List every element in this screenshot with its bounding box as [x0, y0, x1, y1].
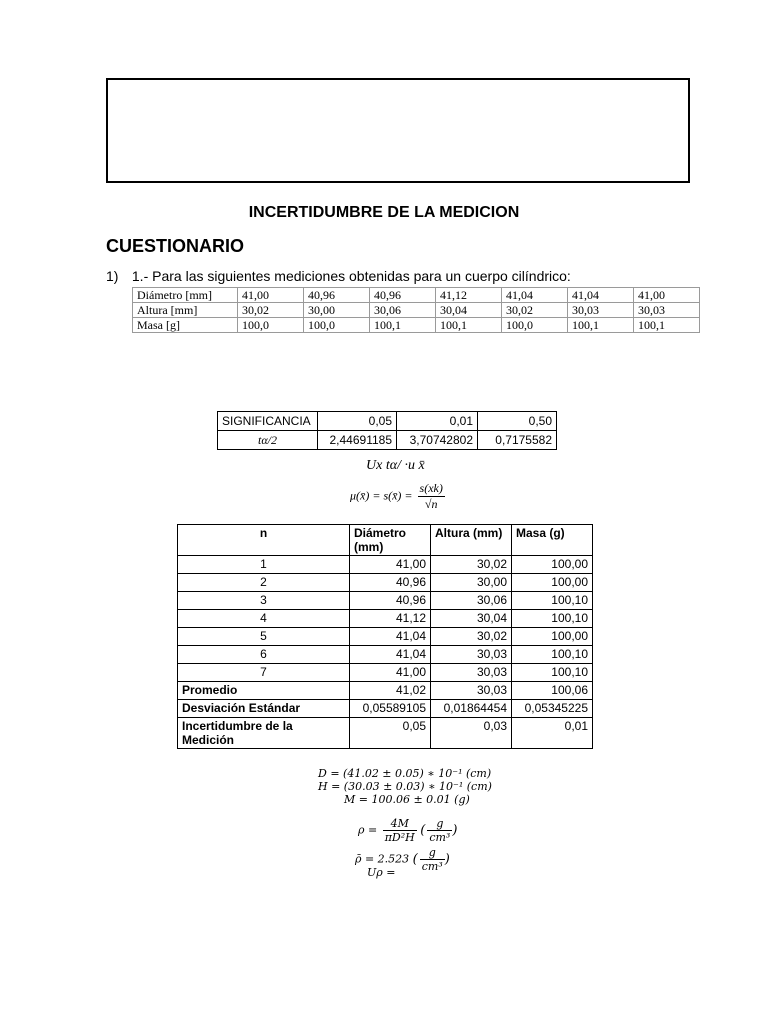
table-cell: 0,05	[350, 718, 431, 749]
table-cell: 30,04	[436, 303, 502, 318]
table-cell: 0,7175582	[478, 431, 557, 450]
table-row	[178, 574, 593, 592]
table-cell: 100,1	[370, 318, 436, 333]
table-cell: 30,02	[431, 556, 512, 574]
denominator: cm³	[429, 831, 451, 844]
table-row	[218, 431, 557, 450]
table-cell: 5	[178, 628, 350, 646]
table-cell: 0,01	[397, 412, 478, 431]
table-cell: 41,04	[502, 288, 568, 303]
question-1	[106, 268, 571, 284]
table-row	[178, 646, 593, 664]
table-cell: 30,02	[238, 303, 304, 318]
table-cell: 41,04	[350, 628, 431, 646]
table-row	[178, 556, 593, 574]
summary-label: Promedio	[178, 682, 350, 700]
unit-fraction	[420, 846, 445, 873]
table-cell: 30,04	[431, 610, 512, 628]
table-cell: 30,00	[304, 303, 370, 318]
table-cell: 100,00	[512, 556, 593, 574]
denominator: πD²H	[384, 831, 415, 844]
table-cell: 100,10	[512, 646, 593, 664]
table-cell: 0,05345225	[512, 700, 593, 718]
mass-equation: M = 100.06 ± 0.01 (g)	[344, 793, 470, 806]
summary-label: Incertidumbre de la Medición	[178, 718, 350, 749]
table-cell: 30,02	[431, 628, 512, 646]
summary-row-std-dev	[178, 700, 593, 718]
table-cell: 30,03	[568, 303, 634, 318]
table-cell: 30,06	[370, 303, 436, 318]
table-cell: 2,44691185	[318, 431, 397, 450]
table-cell: 0,05589105	[350, 700, 431, 718]
table-cell: 30,06	[431, 592, 512, 610]
table-row	[133, 288, 700, 303]
table-cell: 30,02	[502, 303, 568, 318]
row-label: SIGNIFICANCIA	[218, 412, 318, 431]
table-cell: 0,03	[431, 718, 512, 749]
table-cell: 41,04	[568, 288, 634, 303]
density-value: ρ̄ = 2.523	[355, 852, 410, 866]
table-row	[133, 318, 700, 333]
table-row	[178, 628, 593, 646]
formula-left: μ(x̄) = s(x̄) =	[350, 488, 413, 503]
table-cell: 41,04	[350, 646, 431, 664]
column-header: Diámetro (mm)	[350, 525, 431, 556]
table-cell: 40,96	[350, 592, 431, 610]
section-heading: CUESTIONARIO	[106, 236, 245, 256]
table-row	[178, 610, 593, 628]
table-cell: 100,0	[502, 318, 568, 333]
table-cell: 40,96	[304, 288, 370, 303]
numerator: 4M	[383, 817, 417, 831]
table-cell: 0,05	[318, 412, 397, 431]
column-header: n	[178, 525, 350, 556]
uncertainty-formula: Ux tα/ ·u x̄	[366, 458, 425, 473]
row-label: Masa [g]	[133, 318, 238, 333]
table-cell: 40,96	[350, 574, 431, 592]
numerator: s(xk)	[419, 481, 443, 495]
table-cell: 41,12	[436, 288, 502, 303]
table-row	[178, 592, 593, 610]
density-formula: ρ = $\frac{4M}{\text{πD²H}}$ ( $\frac{g}{\text{cm³}}$ )	[358, 817, 458, 844]
table-cell: 100,0	[238, 318, 304, 333]
table-cell: 2	[178, 574, 350, 592]
row-label: Altura [mm]	[133, 303, 238, 318]
table-cell: 30,03	[431, 664, 512, 682]
table-cell: 0,01	[512, 718, 593, 749]
density-left: ρ =	[358, 823, 378, 837]
table-cell: 4	[178, 610, 350, 628]
question-number: 1)	[106, 268, 119, 284]
std-error-formula	[350, 481, 445, 512]
numerator: g	[427, 817, 452, 831]
row-label: Diámetro [mm]	[133, 288, 238, 303]
column-header: Masa (g)	[512, 525, 593, 556]
table-cell: 30,00	[431, 574, 512, 592]
table-cell: 0,50	[478, 412, 557, 431]
row-label: tα/2	[218, 431, 318, 450]
column-header: Altura (mm)	[431, 525, 512, 556]
table-cell: 41,00	[350, 664, 431, 682]
measurements-table	[132, 287, 700, 333]
significance-table	[217, 411, 557, 450]
summary-row-uncertainty	[178, 718, 593, 749]
table-cell: 100,00	[512, 628, 593, 646]
table-cell: 41,12	[350, 610, 431, 628]
table-cell: 6	[178, 646, 350, 664]
table-cell: 41,00	[634, 288, 700, 303]
table-cell: 3	[178, 592, 350, 610]
table-header-row	[178, 525, 593, 556]
table-cell: 100,10	[512, 592, 593, 610]
table-row	[178, 664, 593, 682]
diameter-equation: D = (41.02 ± 0.05) ∗ 10⁻¹ (cm)	[318, 767, 492, 780]
table-cell: 30,03	[431, 646, 512, 664]
denominator: cm³	[421, 860, 443, 873]
results-table	[177, 524, 593, 749]
fraction	[418, 481, 445, 512]
table-cell: 30,03	[634, 303, 700, 318]
table-row	[218, 412, 557, 431]
table-cell: 41,00	[238, 288, 304, 303]
density-uncertainty: Uρ =	[367, 866, 396, 879]
header-box	[106, 78, 690, 183]
summary-row-average	[178, 682, 593, 700]
height-equation: H = (30.03 ± 0.03) ∗ 10⁻¹ (cm)	[318, 780, 492, 793]
document-title: INCERTIDUMBRE DE LA MEDICION	[248, 204, 520, 221]
summary-label: Desviación Estándar	[178, 700, 350, 718]
table-cell: 3,70742802	[397, 431, 478, 450]
numerator: g	[420, 846, 445, 860]
table-cell: 41,00	[350, 556, 431, 574]
unit-fraction	[427, 817, 452, 844]
table-row	[133, 303, 700, 318]
table-cell: 100,10	[512, 610, 593, 628]
table-cell: 100,00	[512, 574, 593, 592]
density-result: ρ̄ = 2.523 ( $\frac{g}{\text{cm³}}$ )	[355, 846, 450, 873]
table-cell: 100,10	[512, 664, 593, 682]
table-cell: 41,02	[350, 682, 431, 700]
table-cell: 100,1	[568, 318, 634, 333]
table-cell: 30,03	[431, 682, 512, 700]
table-cell: 7	[178, 664, 350, 682]
density-fraction	[383, 817, 417, 844]
denominator: √n	[424, 497, 438, 511]
table-cell: 40,96	[370, 288, 436, 303]
table-cell: 100,06	[512, 682, 593, 700]
table-cell: 0,01864454	[431, 700, 512, 718]
table-cell: 1	[178, 556, 350, 574]
table-cell: 100,1	[436, 318, 502, 333]
table-cell: 100,0	[304, 318, 370, 333]
table-cell: 100,1	[634, 318, 700, 333]
question-text: 1.- Para las siguientes mediciones obtenidas para un cuerpo cilíndrico:	[131, 268, 571, 284]
